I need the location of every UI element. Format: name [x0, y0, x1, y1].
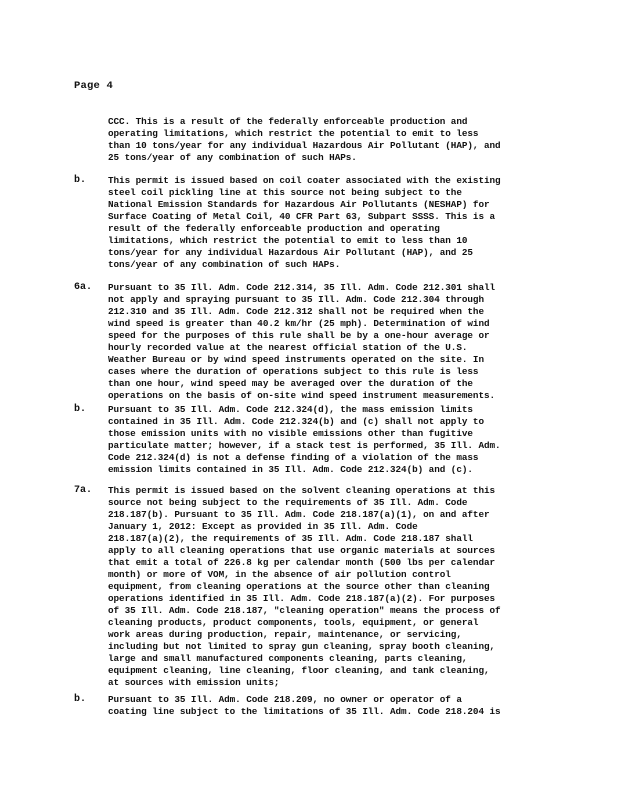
text-line: Code 212.324(d) is not a defense finding of a violation of the mass [108, 452, 479, 463]
text-line: large and small manufactured components cleaning, parts cleaning, [108, 653, 468, 664]
paragraph-body [108, 116, 544, 164]
paragraph-body [108, 175, 544, 271]
text-line: National Emission Standards for Hazardous Air Pollutants (NESHAP) for [108, 199, 490, 210]
paragraph-6a [74, 282, 544, 402]
text-line: 212.310 and 35 Ill. Adm. Code 212.312 shall not be required when the [108, 306, 484, 317]
text-line: apply to all cleaning operations that use organic materials at sources [108, 545, 496, 556]
text-line: equipment, from cleaning operations at the source other than cleaning [108, 581, 490, 592]
text-line: wind speed is greater than 40.2 km/hr (25 mph). Determination of wind [108, 318, 490, 329]
paragraph-body [108, 485, 544, 689]
text-line: operations identified in 35 Ill. Adm. Code 218.187(a)(2). For purposes [108, 593, 496, 604]
text-line: that emit a total of 226.8 kg per calendar month (500 lbs per calendar [108, 557, 496, 568]
text-line: Surface Coating of Metal Coil, 40 CFR Part 63, Subpart SSSS. This is a [108, 211, 496, 222]
text-line: 218.187(b). Pursuant to 35 Ill. Adm. Code 218.187(a)(1), on and after [108, 509, 490, 520]
text-line: work areas during production, repair, maintenance, or servicing, [108, 629, 462, 640]
paragraph-number: 6a. [74, 282, 93, 293]
paragraph-number: b. [74, 694, 87, 705]
text-line: limitations, which restrict the potential to emit to less than 10 [108, 235, 468, 246]
text-line: This permit is issued based on coil coater associated with the existing [108, 175, 501, 186]
text-line: hourly recorded value at the nearest official station of the U.S. [108, 342, 468, 353]
paragraph-7a [74, 485, 544, 689]
text-line: contained in 35 Ill. Adm. Code 212.324(b) and (c) shall not apply to [108, 416, 484, 427]
paragraph-6b [74, 404, 544, 476]
text-line: operations on the basis of on-site wind speed instrument measurements. [108, 390, 496, 401]
paragraph-number: b. [74, 175, 87, 186]
paragraph-body [108, 694, 544, 718]
text-line: Pursuant to 35 Ill. Adm. Code 212.324(d), the mass emission limits [108, 404, 473, 415]
text-line: speed for the purposes of this rule shall be by a one-hour average or [108, 330, 490, 341]
text-line: tons/year of any combination of such HAPs. [108, 259, 341, 270]
text-line: than one hour, wind speed may be averaged over the duration of the [108, 378, 473, 389]
paragraph-5b [74, 175, 544, 271]
text-line: 25 tons/year of any combination of such HAPs. [108, 152, 357, 163]
text-line: those emission units with no visible emissions other than fugitive [108, 428, 473, 439]
text-line: operating limitations, which restrict the potential to emit to less [108, 128, 479, 139]
text-line: particulate matter; however, if a stack test is performed, 35 Ill. Adm. [108, 440, 501, 451]
text-line: not apply and spraying pursuant to 35 Ill. Adm. Code 212.304 through [108, 294, 484, 305]
text-line: of 35 Ill. Adm. Code 218.187, "cleaning operation" means the process of [108, 605, 501, 616]
text-line: including but not limited to spray gun cleaning, spray booth cleaning, [108, 641, 496, 652]
text-line: source not being subject to the requirements of 35 Ill. Adm. Code [108, 497, 468, 508]
text-line: cases where the duration of operations subject to this rule is less [108, 366, 479, 377]
paragraph-body [108, 282, 544, 402]
text-line: CCC. This is a result of the federally enforceable production and [108, 116, 468, 127]
text-line: month) or more of VOM, in the absence of air pollution control [108, 569, 451, 580]
text-line: 218.187(a)(2), the requirements of 35 Ill. Adm. Code 218.187 shall [108, 533, 473, 544]
paragraph-body [108, 404, 544, 476]
text-line: equipment cleaning, line cleaning, floor cleaning, and tank cleaning, [108, 665, 490, 676]
paragraph-number: 7a. [74, 485, 93, 496]
text-line: than 10 tons/year for any individual Hazardous Air Pollutant (HAP), and [108, 140, 501, 151]
text-line: emission limits contained in 35 Ill. Adm. Code 212.324(b) and (c). [108, 464, 473, 475]
paragraph-7b [74, 694, 544, 718]
text-line: January 1, 2012: Except as provided in 35 Ill. Adm. Code [108, 521, 418, 532]
text-line: This permit is issued based on the solvent cleaning operations at this [108, 485, 496, 496]
paragraph-5a-continuation [74, 116, 544, 164]
text-line: steel coil pickling line at this source not being subject to the [108, 187, 462, 198]
page-number: Page 4 [74, 80, 114, 92]
text-line: Pursuant to 35 Ill. Adm. Code 218.209, no owner or operator of a [108, 694, 462, 705]
text-line: at sources with emission units; [108, 677, 280, 688]
paragraph-number: b. [74, 404, 87, 415]
text-line: cleaning products, product components, tools, equipment, or general [108, 617, 479, 628]
text-line: tons/year for any individual Hazardous Air Pollutant (HAP), and 25 [108, 247, 473, 258]
text-line: Weather Bureau or by wind speed instruments operated on the site. In [108, 354, 484, 365]
text-line: Pursuant to 35 Ill. Adm. Code 212.314, 35 Ill. Adm. Code 212.301 shall [108, 282, 496, 293]
text-line: coating line subject to the limitations of 35 Ill. Adm. Code 218.204 is [108, 706, 501, 717]
text-line: result of the federally enforceable production and operating [108, 223, 440, 234]
